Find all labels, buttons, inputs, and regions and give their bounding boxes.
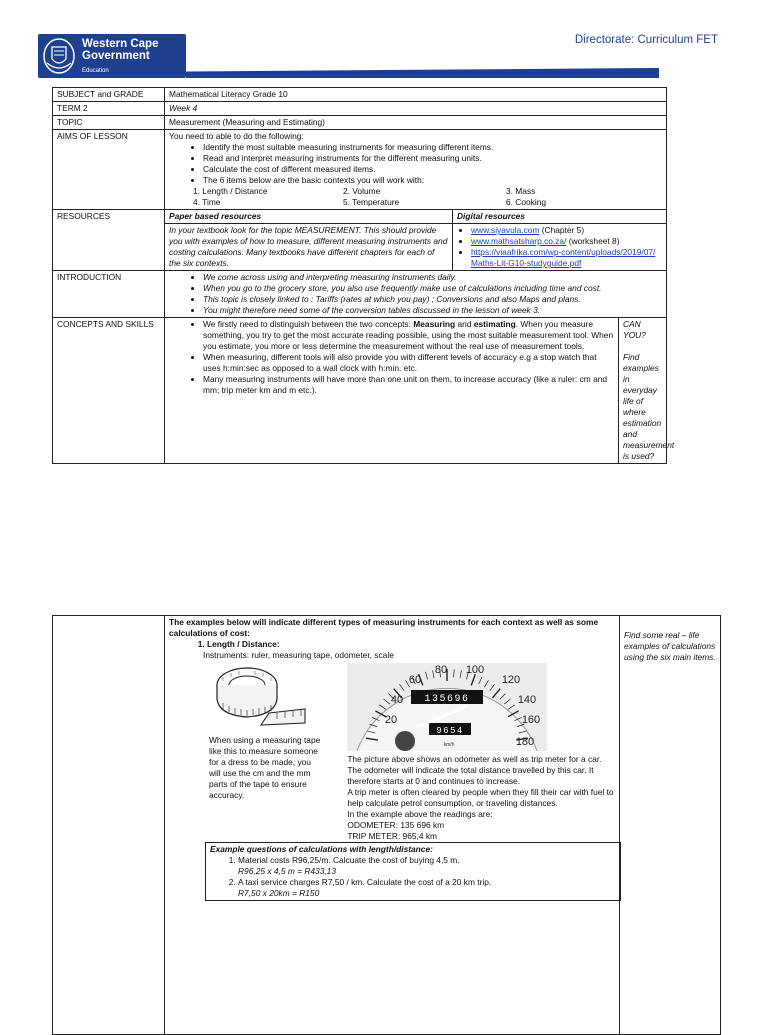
topic-value: Measurement (Measuring and Estimating) (165, 116, 667, 130)
tick-label: 140 (518, 694, 537, 706)
directorate-title: Directorate: Curriculum FET (574, 34, 718, 46)
measuring-tape-illustration (209, 663, 309, 729)
intro-bullet: • We come across using and interpreting measuring instruments daily. (203, 272, 662, 283)
context-item: 1. Length / Distance (193, 186, 268, 196)
intro-label: INTRODUCTION (53, 271, 165, 318)
western-cape-logo (38, 34, 186, 78)
row-topic (53, 116, 667, 130)
tick-label: 100 (466, 664, 485, 676)
trip-meter-digits: 9654 (436, 726, 465, 736)
context-item: 4. Time (193, 197, 221, 207)
example-questions-box (205, 842, 621, 901)
resource-link-item (471, 247, 662, 269)
aims-list (169, 142, 662, 186)
concepts-content (165, 318, 619, 464)
aims-content (165, 130, 667, 210)
speed-unit: km/h (443, 742, 455, 748)
link-siyavula[interactable]: www.siyavula.com (471, 225, 540, 235)
row-introduction (53, 271, 667, 318)
side-note: Find some real – life examples of calculations using the six main items. (620, 616, 721, 1035)
contexts-row (169, 186, 662, 197)
trip-reading: TRIP METER: 965,4 km (347, 831, 437, 841)
tick-label: 20 (385, 714, 398, 726)
length-examples-table (52, 615, 721, 1035)
tick-label: 120 (502, 674, 521, 686)
subject-label: SUBJECT and GRADE (53, 88, 165, 102)
instruments-text: Instruments: ruler, measuring tape, odometer, scale (203, 650, 394, 660)
item1-title: 1. Length / Distance: (207, 639, 615, 650)
intro-content (165, 271, 667, 318)
odometer-para: A trip meter is often cleared by people when they fill their car with fuel to help calculate petrol consumption, or traveling distances. (347, 787, 614, 808)
concepts-bullet: • Many measuring instruments will have more than one unit on them, to increase accuracy (like a ruler: cm and mm; trip meter km and m etc.). (203, 374, 614, 396)
intro-bullet: • You might therefore need some of the conversion tables discussed in the lesson of week 3. (203, 305, 662, 316)
tick-label: 180 (516, 736, 535, 748)
row-concepts (53, 318, 667, 464)
tick-label: 80 (435, 664, 448, 676)
context-item: 6. Cooking (506, 197, 547, 207)
row-aims (53, 130, 667, 210)
context-item: 5. Temperature (343, 197, 400, 207)
tick-label: 160 (522, 714, 541, 726)
aims-label: AIMS OF LESSON (53, 130, 165, 210)
aims-bullet: • The 6 items below are the basic contexts you will work with: (203, 175, 662, 186)
paper-heading: Paper based resources (165, 210, 453, 224)
digital-links (453, 224, 667, 271)
empty-label-cell (53, 616, 165, 1035)
concepts-bullet: • When measuring, different tools will also provide you with different levels of accuracy e.g a stop watch that uses h:min:sec as opposed to a wall clock with h:min. etc. (203, 352, 614, 374)
question-item: 2. A taxi service charges R7,50 / km. Calculate the cost of a 20 km trip. R7,50 x 20km = R150 (238, 877, 616, 899)
examples-intro: The examples below will indicate different types of measuring instruments for each context as well as some calculations of cost: (169, 617, 599, 638)
odometer-digits: 135696 (424, 694, 470, 705)
row-subject (53, 88, 667, 102)
question-item: 1. Material costs R96,25/m. Calcuate the cost of buying 4,5 m. R96,25 x 4,5 m = R433,13 (238, 855, 616, 877)
intro-bullet: • This topic is closely linked to : Tariffs (rates at which you pay) ; Conversions and also Maps and plans. (203, 294, 662, 305)
resource-link-item: • www.siyavula.com (Chapter 5) (471, 225, 662, 236)
intro-bullet: • When you go to the grocery store, you also use frequently make use of calculations including time and cost. (203, 283, 662, 294)
context-item: 3. Mass (506, 186, 536, 196)
answer: R7,50 x 20km = R150 (238, 888, 320, 898)
row-term (53, 102, 667, 116)
aims-intro: You need to able to do the following: (169, 131, 304, 141)
odometer-reading: ODOMETER: 135 696 km (347, 820, 445, 830)
can-you-title: CAN YOU? (623, 319, 646, 340)
digital-heading: Digital resources (453, 210, 667, 224)
tape-description: When using a measuring tape like this to measure someone for a dress to be made, you will use the cm and the mm parts of the tape to ensure accuracy. (209, 735, 321, 800)
term-label: TERM 2 (53, 102, 165, 116)
speedometer-illustration (347, 663, 547, 751)
resources-label: RESOURCES (53, 210, 165, 271)
paper-text: In your textbook look for the topic MEASUREMENT. This should provide you with examples of how to measure, different measuring instruments and costing calculations. Many textbooks have different chapters for each of the six contexts. (165, 224, 453, 271)
can-you-text: Find examples in everyday life of where estimation and measurement is used? (623, 352, 675, 461)
link-viaafrika[interactable]: https://viaafrika.com/wp-content/uploads/2019/07/Maths-Lit-G10-studyguide.pdf (471, 247, 656, 268)
examples-content (165, 616, 620, 1035)
aims-bullet: • Identify the most suitable measuring instruments for measuring different items. (203, 142, 662, 153)
logo-line3: Education (82, 67, 109, 74)
coat-of-arms-icon (42, 37, 76, 75)
resource-link-item: • www.mathsatsharp.co.za/ (worksheet 8) (471, 236, 662, 247)
concepts-label: CONCEPTS AND SKILLS (53, 318, 165, 464)
tick-label: 60 (409, 674, 422, 686)
odometer-paragraphs (347, 754, 615, 842)
lesson-info-table (52, 87, 675, 464)
context-item: 2. Volume (343, 186, 381, 196)
topic-label: TOPIC (53, 116, 165, 130)
aims-bullet: • Read and interpret measuring instruments for the different measuring units. (203, 153, 662, 164)
odometer-para: In the example above the readings are: (347, 809, 493, 819)
odometer-para: The odometer will indicate the total distance travelled by this car. It therefore starts at 0 and continues to increase. (347, 765, 594, 786)
header-bar (186, 68, 659, 78)
term-value: Week 4 (165, 102, 667, 116)
answer: R96,25 x 4,5 m = R433,13 (238, 866, 337, 876)
tick-label: 40 (391, 694, 404, 706)
odometer-para: The picture above shows an odometer as well as trip meter for a car. (347, 754, 602, 764)
example-heading: Example questions of calculations with length/distance: (210, 844, 433, 854)
row-resources-head (53, 210, 667, 224)
logo-line1: Western Cape (82, 37, 159, 50)
subject-value: Mathematical Literacy Grade 10 (165, 88, 667, 102)
aims-bullet: • Calculate the cost of different measured items. (203, 164, 662, 175)
concepts-bullet: • We firstly need to distinguish between the two concepts: Measuring and estimating. When you measure something, you try to get the most accurate reading possible, using the most suitable measurement tool. When you estimate, you more or less determine the measurement without the real use of measurement tools. (203, 319, 614, 352)
link-mathsatsharp[interactable]: www.mathsatsharp.co.za/ (471, 236, 567, 246)
logo-line2: Government (82, 49, 150, 62)
reset-knob (395, 731, 415, 751)
can-you-box (619, 318, 675, 464)
contexts-row (169, 197, 662, 208)
